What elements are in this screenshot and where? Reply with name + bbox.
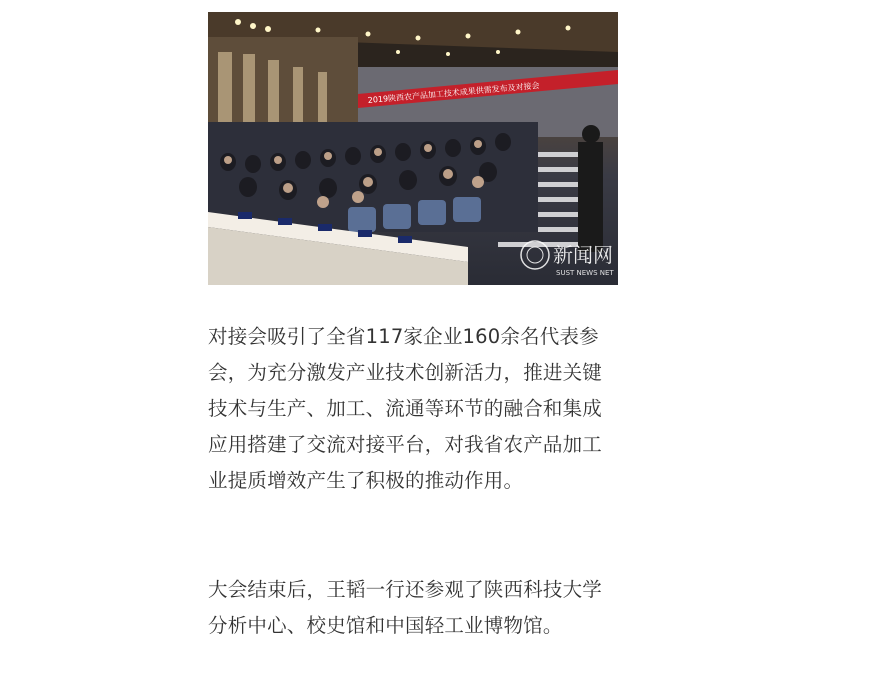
conference-photo [208,12,618,285]
paragraph-1: 对接会吸引了全省117家企业160余名代表参会，为充分激发产业技术创新活力，推进关键技术与生产、加工、流通等环节的融合和集成应用搭建了交流对接平台，对我省农产品加工业提质增效产生了积极的推动作用。 [208,325,603,492]
paragraph-2: 大会结束后，王韬一行还参观了陕西科技大学分析中心、校史馆和中国轻工业博物馆。 [208,578,603,637]
watermark-text: 新闻网 [553,243,613,267]
conference-hall-illustration [208,12,618,285]
article-body [208,12,620,637]
watermark-subtext: SUST NEWS NET [556,269,614,277]
banner-text: 2019陕西农产品加工技术成果供需发布及对接会 [367,81,540,105]
